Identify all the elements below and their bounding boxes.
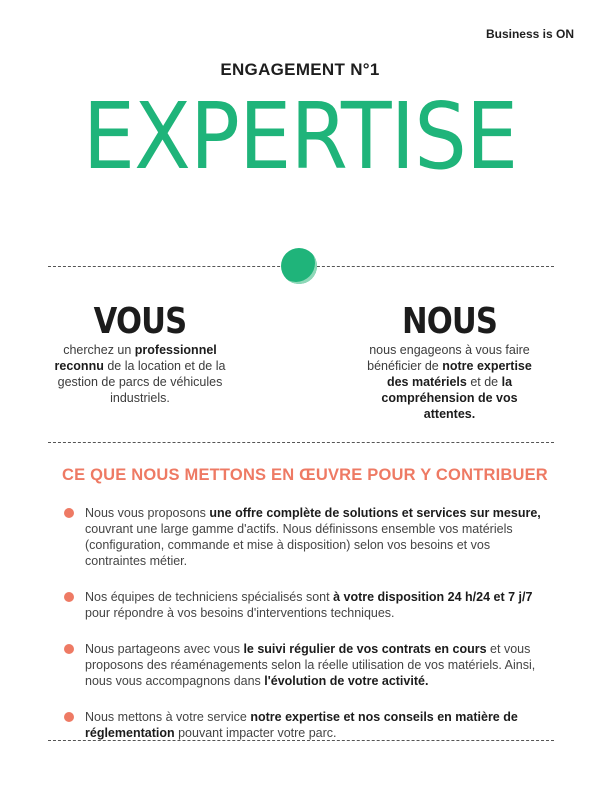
nous-bold-1: notre expertise des matériels bbox=[386, 359, 532, 389]
bullet-bold: une offre complète de solutions et services sur mesure, bbox=[209, 506, 541, 520]
vous-text-2: de la location et de la gestion de parcs de véhicules industriels. bbox=[57, 359, 226, 405]
bullet-list bbox=[62, 505, 552, 761]
bullet-text: Nos équipes de techniciens spécialisés sont bbox=[85, 590, 334, 604]
bullet-text: Nous partageons avec vous bbox=[85, 642, 244, 656]
green-circle-marker bbox=[281, 248, 317, 284]
list-item bbox=[62, 505, 552, 569]
divider-bottom bbox=[48, 740, 554, 741]
bullet-text: couvrant une large gamme d'actifs. Nous définissons ensemble vos matériels (configuration, commande et mise à disposition) selon vos besoins et vos contraintes métier. bbox=[85, 522, 513, 568]
bullet-text: Nous vous proposons bbox=[85, 506, 210, 520]
vous-bold-1: professionnel reconnu bbox=[54, 343, 217, 373]
nous-bold-2: la compréhension de vos attentes. bbox=[381, 375, 518, 421]
bullet-dot-icon bbox=[64, 508, 74, 518]
nous-text-2: et de bbox=[466, 375, 502, 389]
bullet-bold: le suivi régulier de vos contrats en cours bbox=[243, 642, 487, 656]
nous-column bbox=[362, 302, 537, 422]
section-title: CE QUE NOUS METTONS EN ŒUVRE POUR Y CONTRIBUER bbox=[62, 466, 548, 484]
page-headline: EXPERTISE bbox=[82, 83, 518, 190]
list-item bbox=[62, 589, 552, 621]
vous-text-1: cherchez un bbox=[63, 343, 135, 357]
nous-text-1: nous engageons à vous faire bénéficier de bbox=[367, 343, 530, 373]
bullet-bold: l'évolution de votre activité. bbox=[264, 674, 429, 688]
divider-middle bbox=[48, 442, 554, 443]
bullet-bold: notre expertise et nos conseils en matière de réglementation bbox=[85, 710, 518, 740]
bullet-text: et vous proposons des réaménagements selon la réelle utilisation de vos matériels. Ainsi, nous vous accompagnons dans bbox=[85, 642, 536, 688]
bullet-dot-icon bbox=[64, 592, 74, 602]
vous-title: VOUS bbox=[93, 301, 187, 342]
list-item bbox=[62, 709, 552, 741]
bullet-text: pouvant impacter votre parc. bbox=[174, 726, 337, 740]
list-item bbox=[62, 641, 552, 689]
vous-column bbox=[50, 302, 230, 406]
bullet-bold: à votre disposition 24 h/24 et 7 j/7 bbox=[333, 590, 533, 604]
bullet-text: pour répondre à vos besoins d'interventions techniques. bbox=[85, 606, 395, 620]
bullet-text: Nous mettons à votre service bbox=[85, 710, 251, 724]
nous-title: NOUS bbox=[401, 301, 498, 342]
brand-tagline: Business is ON bbox=[485, 27, 574, 41]
bullet-dot-icon bbox=[64, 712, 74, 722]
engagement-label: ENGAGEMENT N°1 bbox=[220, 60, 380, 79]
bullet-dot-icon bbox=[64, 644, 74, 654]
